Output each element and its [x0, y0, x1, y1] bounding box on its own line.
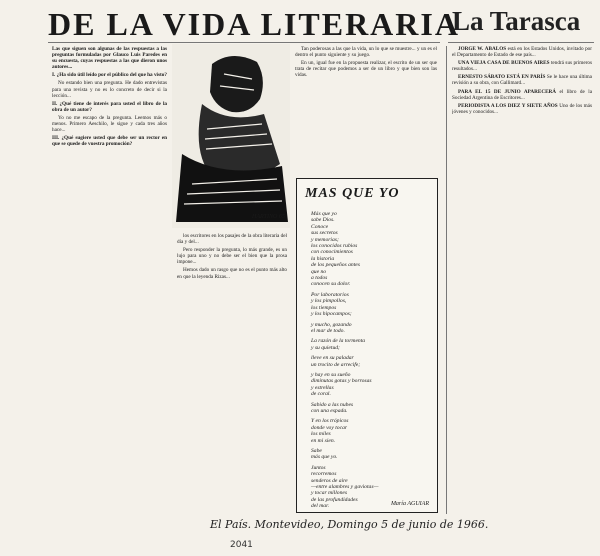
poem-line: y tocar millones [311, 490, 348, 497]
question: II. ¿Qué tiene de interés para usted el libro de la obra de un autor? [52, 100, 167, 113]
news-text: tendrá sus primeros resultados... [452, 60, 592, 73]
poem-line: Por laboratorios [311, 291, 349, 298]
news-item [452, 89, 592, 101]
poem-line: a todos [311, 275, 328, 282]
poem-line: sabe Dios. [311, 217, 335, 224]
poem-line: y memorias; [311, 236, 339, 243]
news-item [452, 46, 592, 58]
poem-line: Conoce [311, 223, 329, 230]
poem-line: en mi sien. [311, 437, 336, 444]
poem-line: la historia [311, 255, 335, 262]
poem-line: lleve en su paladar [311, 355, 354, 362]
poem-line: y mucho, gozando [311, 321, 352, 328]
news-item [452, 103, 592, 115]
divider [448, 42, 594, 43]
poem-line: diminutas gotas y borrosas [311, 378, 372, 385]
poem-line: La razón de la tormenta [311, 338, 366, 345]
poem-line: senderos de aire [311, 477, 348, 484]
news-heading: UNA VIEJA CASA DE BUENOS AIRES [458, 60, 550, 67]
paragraph: No estando bien una pregunta. He dado entrevistas para una revista y no es lo concreto de decir si la lección... [52, 80, 167, 99]
poem-author: María AGUIAR [390, 501, 429, 507]
news-text: Se le hace una última revisión a su obra, con Gallimard... [452, 74, 592, 87]
news-item [452, 74, 592, 86]
woodcut-illustration [172, 44, 290, 228]
news-text: está en los Estados Unidos, invitado por el Departamento de Estado de ese país... [452, 46, 592, 59]
poem-lines [311, 211, 433, 510]
poem-line: donde voy tocar [311, 424, 348, 431]
poem-line: los miles [311, 431, 331, 438]
poem-line: con una espada. [311, 407, 348, 414]
paragraph: los escritores en los pasajes de la obra literaria del día y del... [177, 233, 287, 246]
news-heading: ERNESTO SÁBATO ESTÁ EN PARÍS [458, 74, 546, 81]
news-heading: PARA EL 15 DE JUNIO APARECERÁ [458, 88, 557, 95]
poem-line: y los hipocampos; [311, 311, 352, 318]
news-column [452, 46, 592, 516]
news-heading: JORGE W. ÁBALOS [458, 46, 507, 52]
illustration-signature: HARTINO 65 [252, 214, 285, 220]
poem-line: más que yo. [311, 454, 338, 461]
poem-line: de los pequeños antes [311, 262, 360, 269]
poem-line: —entre alambres y gaviotas— [311, 484, 379, 491]
news-text: Uno de los más jóvenes y conocidos... [452, 102, 592, 115]
poem-line: sus secretos [311, 230, 338, 237]
article-column-3 [295, 46, 437, 173]
poem-line: de las profundidades [311, 496, 358, 503]
poem-line: y estrellas [311, 384, 334, 391]
poem-line: de coral. [311, 391, 331, 398]
poem-line: conocen su dolor. [311, 281, 351, 288]
poem-line: con conocimientos [311, 249, 353, 256]
paragraph: Hemos dado un rasgo que no es el punto más alto en que la leyenda Rizas... [177, 267, 287, 280]
handwritten-source-note: El País. Montevideo, Domingo 5 de junio de 1966. [210, 518, 489, 531]
poem-line: Sabe [311, 448, 322, 454]
news-heading: PERIODISTA A LOS DIEZ Y SIETE AÑOS [458, 102, 558, 109]
paragraph: Pero responder la pregunta, lo más grande, es un lujo para uno y no debe ser el bien que la prosa impone... [177, 247, 287, 266]
paragraph: En un, igual fue en la propuesta realizar, el escrito de un ser que trata de recitar que podemos a ser de un libro y que bien son las vidas. [295, 60, 437, 79]
poem-line: Juntos [311, 464, 326, 471]
column-name: La Tarasca [452, 6, 581, 36]
divider [446, 46, 447, 514]
paragraph: Tan poderosas a las que la vida, un lo que se muestre... y un es el dentro el punto siguiente y su juego. [295, 46, 437, 59]
poem-line: que no [311, 268, 327, 275]
poem-line: el mar de todo. [311, 327, 345, 334]
divider [48, 42, 440, 43]
poem-line: y su quietud; [311, 344, 340, 351]
poem-line: un trocito de arrecife; [311, 361, 361, 368]
headline: DE LA VIDA LITERARIA [48, 6, 460, 42]
news-item [452, 60, 592, 72]
poem-title: MAS QUE YO [305, 186, 400, 201]
poem-box [296, 178, 438, 513]
poem-line: Más que yo [311, 211, 337, 217]
poem-line: del mar. [311, 503, 330, 510]
poem-line: recorremos [311, 471, 337, 478]
poem-line: Y en los trópicos [311, 418, 349, 425]
poem-line: y hay en su sueño [311, 371, 351, 378]
poem-line: los tiempos [311, 304, 337, 311]
paragraph: Yo no me escapo de la pregunta. Leemos más o menos. Primero Aeschilo, le sigue y cada tres años hace... [52, 114, 167, 134]
paragraph: Las que siguen son algunas de las respuestas a las preguntas formuladas por Glauco Luis Paredes en su encuesta, cuyas respuestas a las que dieron unos autores... [52, 46, 167, 71]
question: III. ¿Qué sugiere usted que debe ser un rector en que se quede de vuestra promoción? [52, 135, 167, 148]
article-column-2 [177, 233, 287, 516]
question: I. ¿Ha sido útil leído por el público del que ha visto? [52, 72, 167, 79]
poem-line: y los pimpollos, [311, 298, 347, 305]
article-column-1 [52, 46, 167, 516]
poem-line: los conocidos rubios [311, 243, 358, 250]
news-text: el libro de la Sociedad Argentina de Escritores... [452, 88, 592, 101]
poem-line: Sabido a las nubes [311, 401, 354, 408]
archive-number: 2041 [230, 540, 253, 550]
